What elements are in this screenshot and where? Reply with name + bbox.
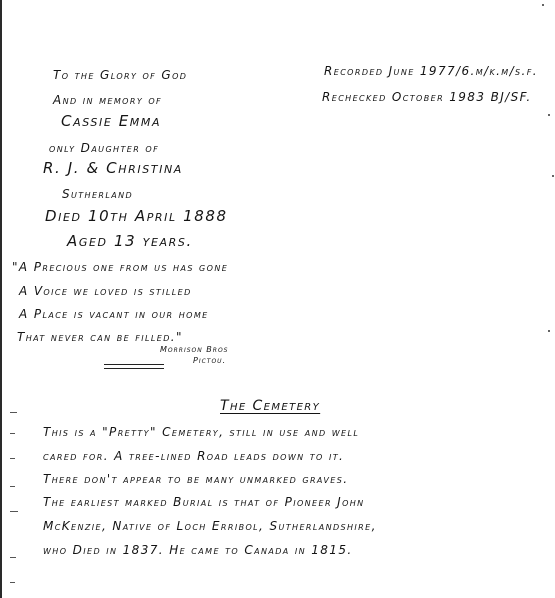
inscription-line-2: And in memory of xyxy=(53,93,163,107)
cemetery-para-line-3: There don't appear to be many unmarked graves. xyxy=(43,472,349,486)
scan-mark xyxy=(10,557,16,558)
scan-speck xyxy=(542,4,544,6)
scan-mark xyxy=(10,433,15,434)
inscription-age: Aged 13 years. xyxy=(67,232,193,250)
recorded-note: Recorded June 1977/6.m/k.m/s.f. xyxy=(324,64,538,78)
scan-mark xyxy=(10,486,15,487)
scan-mark xyxy=(10,582,15,583)
cemetery-para-line-1: This is a "Pretty" Cemetery, still in use and well xyxy=(43,425,360,439)
scan-speck xyxy=(548,330,550,332)
double-underline xyxy=(104,364,164,369)
page-edge xyxy=(0,0,2,598)
cemetery-para-line-2: cared for. A tree-lined Road leads down to it. xyxy=(43,449,345,463)
stone-maker-town: Pictou. xyxy=(193,356,227,365)
scan-mark xyxy=(10,412,17,413)
inscription-surname: Sutherland xyxy=(62,187,134,201)
cemetery-para-line-5: McKenzie, Native of Loch Erribol, Sutherlandshire, xyxy=(43,519,377,533)
cemetery-para-line-4: The earliest marked Burial is that of Pioneer John xyxy=(43,495,365,509)
stone-maker: Morrison Bros xyxy=(160,345,229,354)
scan-speck xyxy=(552,175,554,177)
inscription-death-date: Died 10th April 1888 xyxy=(45,207,228,225)
verse-line-4: That never can be filled." xyxy=(17,330,183,344)
scan-mark xyxy=(10,511,18,512)
scan-speck xyxy=(548,114,550,116)
inscription-parents: R. J. & Christina xyxy=(43,159,183,177)
verse-line-3: A Place is vacant in our home xyxy=(19,307,209,321)
section-heading: The Cemetery xyxy=(220,398,321,414)
inscription-line-1: To the Glory of God xyxy=(53,68,188,82)
rechecked-note: Rechecked October 1983 BJ/SF. xyxy=(322,90,532,104)
inscription-line-4: only Daughter of xyxy=(49,141,160,155)
scan-mark xyxy=(10,458,15,459)
verse-line-2: A Voice we loved is stilled xyxy=(19,284,192,298)
verse-line-1: "A Precious one from us has gone xyxy=(12,260,229,274)
cemetery-para-line-6: who Died in 1837. He came to Canada in 1815. xyxy=(43,543,353,557)
inscription-name: Cassie Emma xyxy=(61,112,162,130)
